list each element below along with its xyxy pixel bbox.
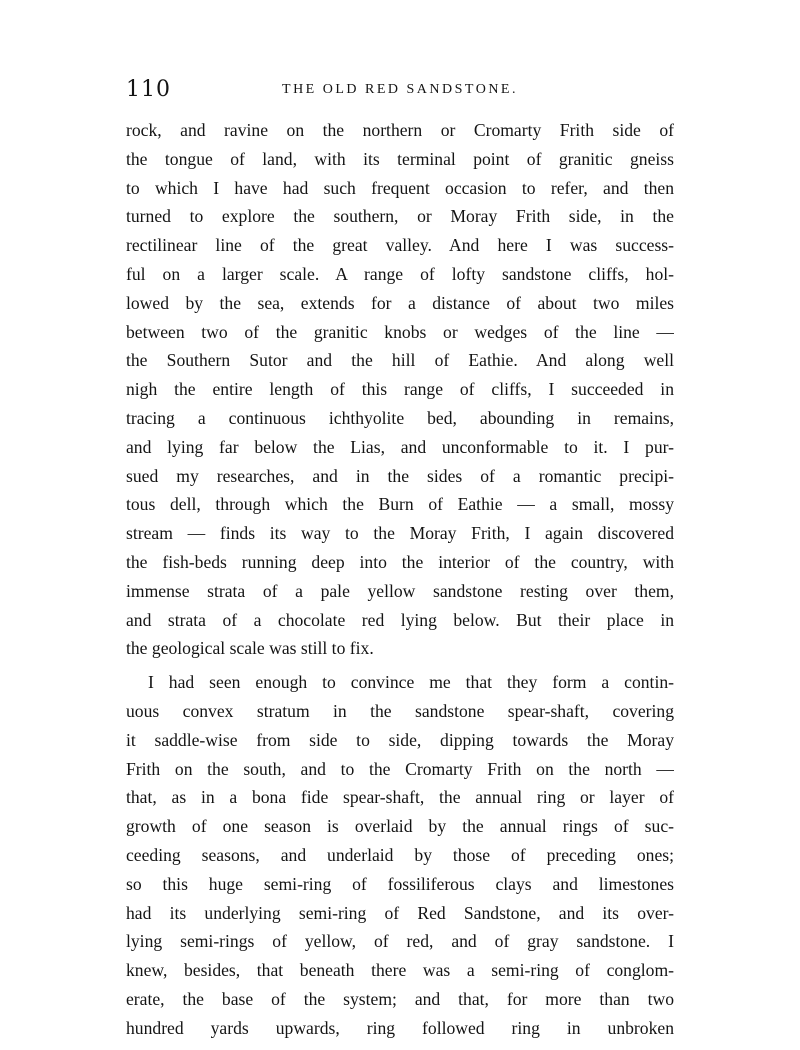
text-line: I had seen enough to convince me that they form a contin-	[148, 672, 674, 693]
text-line: immense strata of a pale yellow sandstone resting over them,	[126, 580, 674, 601]
text-line: uous convex stratum in the sandstone spear-shaft, covering	[126, 700, 674, 721]
text-line: nigh the entire length of this range of cliffs, I succeeded in	[126, 379, 674, 400]
text-line: turned to explore the southern, or Moray Frith side, in the	[126, 206, 674, 227]
text-line: growth of one season is overlaid by the annual rings of suc-	[126, 816, 674, 837]
text-line: the tongue of land, with its terminal point of granitic gneiss	[126, 148, 674, 169]
text-line: had its underlying semi-ring of Red Sandstone, and its over-	[126, 902, 674, 923]
page-header	[126, 76, 674, 104]
text-line: so this huge semi-ring of fossiliferous clays and limestones	[126, 873, 674, 894]
text-line: and lying far below the Lias, and unconformable to it. I pur-	[126, 436, 674, 457]
running-head: THE OLD RED SANDSTONE.	[282, 82, 518, 97]
text-line: to which I have had such frequent occasion to refer, and then	[126, 177, 674, 198]
text-line: Frith on the south, and to the Cromarty Frith on the north —	[126, 758, 674, 779]
text-line: between two of the granitic knobs or wedges of the line —	[126, 321, 674, 342]
page-number: 110	[126, 77, 171, 102]
text-line: tracing a continuous ichthyolite bed, abounding in remains,	[126, 407, 674, 428]
text-line: hundred yards upwards, ring followed ring in unbroken	[126, 1017, 674, 1038]
text-line: that, as in a bona fide spear-shaft, the annual ring or layer of	[126, 787, 674, 808]
text-line: lying semi-rings of yellow, of red, and of gray sandstone. I	[126, 931, 674, 952]
text-line: knew, besides, that beneath there was a semi-ring of conglom-	[126, 960, 674, 981]
text-line: the Southern Sutor and the hill of Eathie. And along well	[126, 350, 674, 371]
text-line: stream — finds its way to the Moray Frith, I again discovered	[126, 523, 674, 544]
text-line: lowed by the sea, extends for a distance of about two miles	[126, 292, 674, 313]
text-line: tous dell, through which the Burn of Eathie — a small, mossy	[126, 494, 674, 515]
text-line: ceeding seasons, and underlaid by those of preceding ones;	[126, 844, 674, 865]
text-line: rock, and ravine on the northern or Cromarty Frith side of	[126, 120, 674, 140]
text-line: the fish-beds running deep into the interior of the country, with	[126, 551, 674, 572]
body-text	[126, 116, 674, 1043]
text-line: sued my researches, and in the sides of a romantic precipi-	[126, 465, 674, 486]
text-line: it saddle-wise from side to side, dipping towards the Moray	[126, 729, 674, 750]
text-line: and strata of a chocolate red lying below. But their place in	[126, 609, 674, 630]
text-line: ful on a larger scale. A range of lofty sandstone cliffs, hol-	[126, 263, 674, 284]
text-line: rectilinear line of the great valley. And here I was success-	[126, 235, 674, 256]
text-line: the geological scale was still to fix.	[126, 638, 374, 659]
text-line: erate, the base of the system; and that, for more than two	[126, 988, 674, 1009]
